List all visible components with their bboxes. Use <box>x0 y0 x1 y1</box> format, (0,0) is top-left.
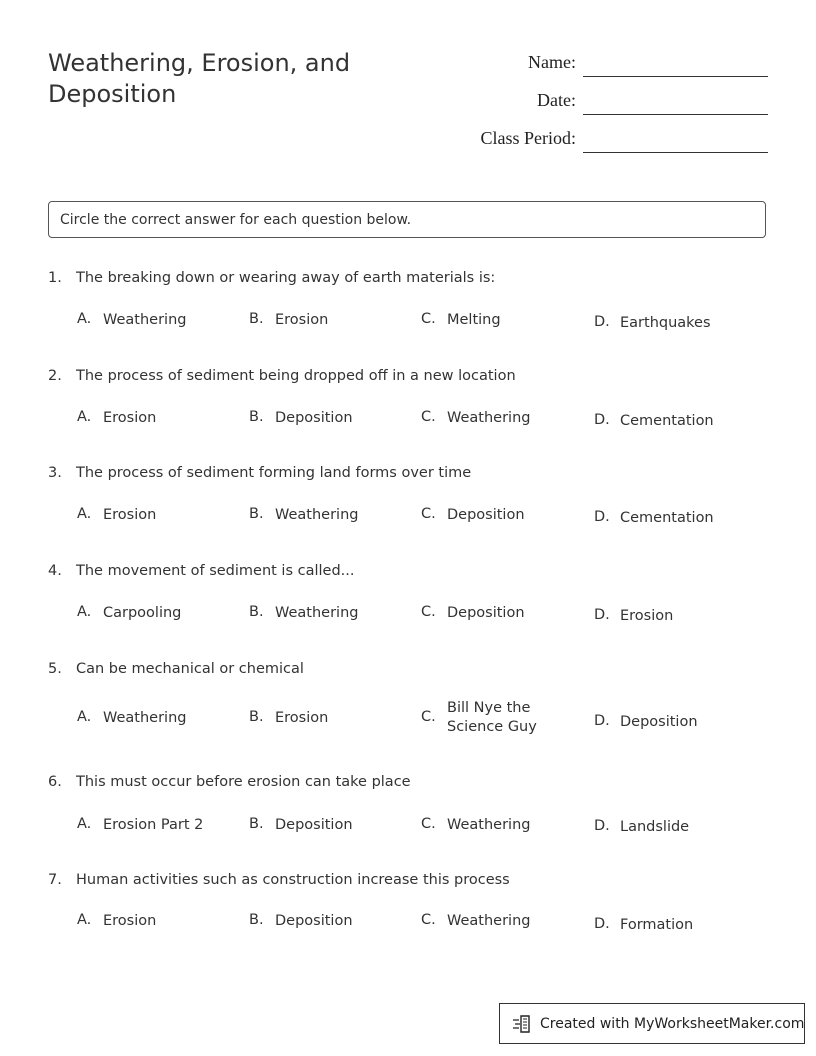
class-period-line[interactable] <box>583 152 768 153</box>
answer-letter: B. <box>249 709 264 725</box>
class-period-field <box>368 128 768 156</box>
answer-letter: D. <box>594 314 610 330</box>
question-2 <box>48 368 768 428</box>
answer-letter: D. <box>594 509 610 525</box>
answer-text: Weathering <box>447 410 531 426</box>
answer-letter: B. <box>249 409 264 425</box>
answer-text: Carpooling <box>103 605 182 621</box>
answer-letter: D. <box>594 713 610 729</box>
footer-credit[interactable] <box>499 1003 805 1044</box>
answer-text: Deposition <box>275 817 353 833</box>
answer-text: Weathering <box>103 710 187 726</box>
class-period-label: Class Period: <box>480 128 576 148</box>
answer-letter: B. <box>249 604 264 620</box>
answer-letter: D. <box>594 607 610 623</box>
answer-letter: A. <box>77 506 92 522</box>
answer-text: Deposition <box>275 410 353 426</box>
question-number: 3. <box>48 465 62 481</box>
question-text: This must occur before erosion can take place <box>76 774 411 790</box>
date-field <box>368 90 768 118</box>
answer-letter: D. <box>594 412 610 428</box>
name-line[interactable] <box>583 76 768 77</box>
answer-letter: A. <box>77 816 92 832</box>
answer-text: Erosion <box>103 410 157 426</box>
answer-letter: A. <box>77 604 92 620</box>
answer-text: Deposition <box>275 913 353 929</box>
answer-text: Deposition <box>447 507 525 523</box>
question-number: 2. <box>48 368 62 384</box>
answer-text: Weathering <box>275 507 359 523</box>
answer-text: Erosion Part 2 <box>103 817 204 833</box>
answer-text: Weathering <box>447 913 531 929</box>
answer-letter: C. <box>421 816 436 832</box>
name-field <box>368 52 768 80</box>
question-number: 6. <box>48 774 62 790</box>
answer-text: Erosion <box>275 710 329 726</box>
answer-text: Erosion <box>620 608 674 624</box>
answer-text: Erosion <box>103 913 157 929</box>
question-text: Can be mechanical or chemical <box>76 661 304 677</box>
question-text: The process of sediment forming land forms over time <box>76 465 472 481</box>
answer-text: Melting <box>447 312 501 328</box>
answer-text: Formation <box>620 917 694 933</box>
question-number: 1. <box>48 270 62 286</box>
answer-letter: A. <box>77 409 92 425</box>
answer-text: Cementation <box>620 510 714 526</box>
answer-text: Weathering <box>103 312 187 328</box>
answer-text: Weathering <box>447 817 531 833</box>
answer-text: Landslide <box>620 819 690 835</box>
date-label: Date: <box>537 90 576 110</box>
answer-letter: D. <box>594 818 610 834</box>
answer-letter: D. <box>594 916 610 932</box>
answer-text: Earthquakes <box>620 315 711 331</box>
instructions-text: Circle the correct answer for each question below. <box>60 212 412 228</box>
question-number: 7. <box>48 872 62 888</box>
answer-text: Cementation <box>620 413 714 429</box>
question-text: Human activities such as construction increase this process <box>76 872 510 888</box>
answer-letter: C. <box>421 709 436 725</box>
answer-letter: C. <box>421 604 436 620</box>
answer-text: Weathering <box>275 605 359 621</box>
question-1 <box>48 270 768 330</box>
answer-text: Deposition <box>620 714 698 730</box>
instructions-box <box>48 201 766 238</box>
answer-letter: B. <box>249 816 264 832</box>
worksheet-title: Weathering, Erosion, and Deposition <box>48 49 351 108</box>
answer-letter: A. <box>77 912 92 928</box>
name-label: Name: <box>528 52 576 72</box>
answer-letter: B. <box>249 506 264 522</box>
question-number: 5. <box>48 661 62 677</box>
question-3 <box>48 465 768 525</box>
answer-letter: A. <box>77 709 92 725</box>
answer-text: Bill Nye the Science Guy <box>447 700 537 735</box>
answer-text: Erosion <box>275 312 329 328</box>
answer-letter: C. <box>421 912 436 928</box>
answer-text: Deposition <box>447 605 525 621</box>
question-5 <box>48 661 768 741</box>
question-number: 4. <box>48 563 62 579</box>
answer-letter: C. <box>421 409 436 425</box>
question-4 <box>48 563 768 623</box>
answer-letter: C. <box>421 311 436 327</box>
question-7 <box>48 872 768 932</box>
answer-letter: C. <box>421 506 436 522</box>
answer-letter: B. <box>249 912 264 928</box>
question-text: The process of sediment being dropped off in a new location <box>76 368 516 384</box>
worksheet-maker-logo-icon <box>512 1014 534 1034</box>
answer-letter: B. <box>249 311 264 327</box>
date-line[interactable] <box>583 114 768 115</box>
question-text: The movement of sediment is called... <box>76 563 355 579</box>
footer-text: Created with MyWorksheetMaker.com <box>540 1016 805 1032</box>
question-6 <box>48 774 768 834</box>
answer-text: Erosion <box>103 507 157 523</box>
answer-letter: A. <box>77 311 92 327</box>
question-text: The breaking down or wearing away of earth materials is: <box>76 270 496 286</box>
